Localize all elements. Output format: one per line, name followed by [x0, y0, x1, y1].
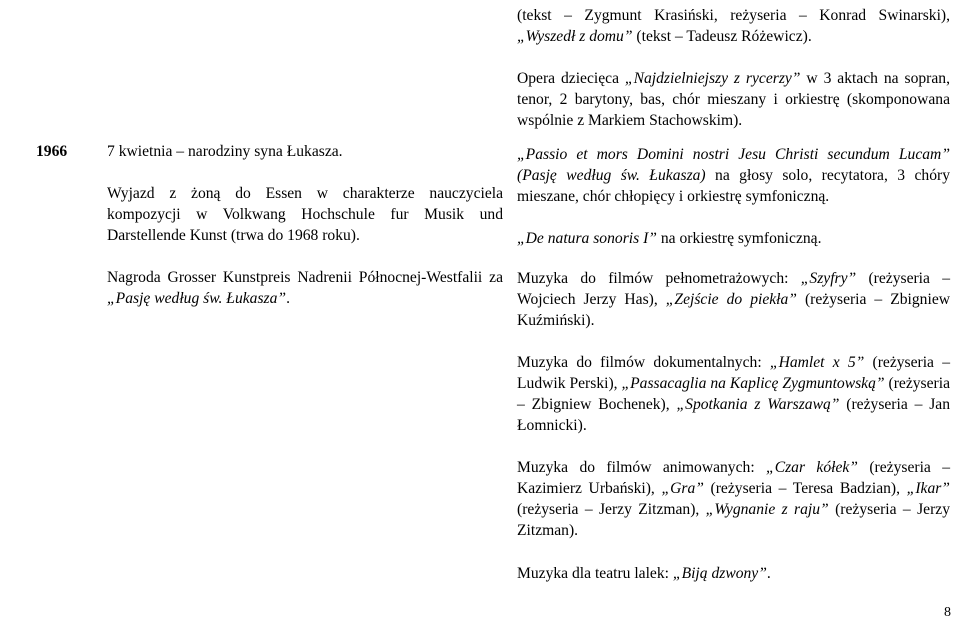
- right-paragraph-documentaries: Muzyka do filmów dokumentalnych: „Hamlet x 5” (reżyseria – Ludwik Perski), „Passacaglia na Kaplicę Zygmuntowską” (reżyseria – Zbigniew Bochenek), „Spotkania z Warszawą” (reżyseria – Jan Łomnicki).: [517, 354, 950, 434]
- left-paragraph-birth: 7 kwietnia – narodziny syna Łukasza.: [107, 143, 343, 160]
- right-paragraph-animated: Muzyka do filmów animowanych: „Czar kółek” (reżyseria – Kazimierz Urbański), „Gra” (reżyseria – Teresa Badzian), „Ikar” (reżyseria – Jerzy Zitzman), „Wygnanie z raju” (reżyseria – Jerzy Zitzman).: [517, 459, 950, 539]
- right-paragraph-puppet-theatre: Muzyka dla teatru lalek: „Biją dzwony”.: [517, 565, 771, 582]
- right-paragraph-feature-films: Muzyka do filmów pełnometrażowych: „Szyfry” (reżyseria – Wojciech Jerzy Has), „Zejście do piekła” (reżyseria – Zbigniew Kuźmiński).: [517, 270, 950, 329]
- right-paragraph-passio: „Passio et mors Domini nostri Jesu Christi secundum Lucam” (Pasję według św. Łukasza) na głosy solo, recytatora, 3 chóry mieszane, chór chłopięcy i orkiestrę symfoniczną.: [517, 146, 950, 205]
- page-number: 8: [944, 605, 951, 620]
- right-paragraph-tekst: (tekst – Zygmunt Krasiński, reżyseria – Konrad Swinarski), „Wyszedł z domu” (tekst – Tadeusz Różewicz).: [517, 7, 950, 45]
- left-paragraph-essen: Wyjazd z żoną do Essen w charakterze nauczyciela kompozycji w Volkwang Hochschule fur Musik und Darstellende Kunst (trwa do 1968 roku).: [107, 185, 503, 244]
- right-paragraph-opera: Opera dziecięca „Najdzielniejszy z rycerzy” w 3 aktach na sopran, tenor, 2 barytony, bas, chór mieszany i orkiestrę (skomponowana wspólnie z Markiem Stachowskim).: [517, 70, 950, 129]
- right-paragraph-de-natura: „De natura sonoris I” na orkiestrę symfoniczną.: [517, 230, 822, 247]
- left-paragraph-award: Nagroda Grosser Kunstpreis Nadrenii Północnej-Westfalii za „Pasję według św. Łukasza”.: [107, 269, 503, 307]
- year-label: 1966: [36, 143, 68, 160]
